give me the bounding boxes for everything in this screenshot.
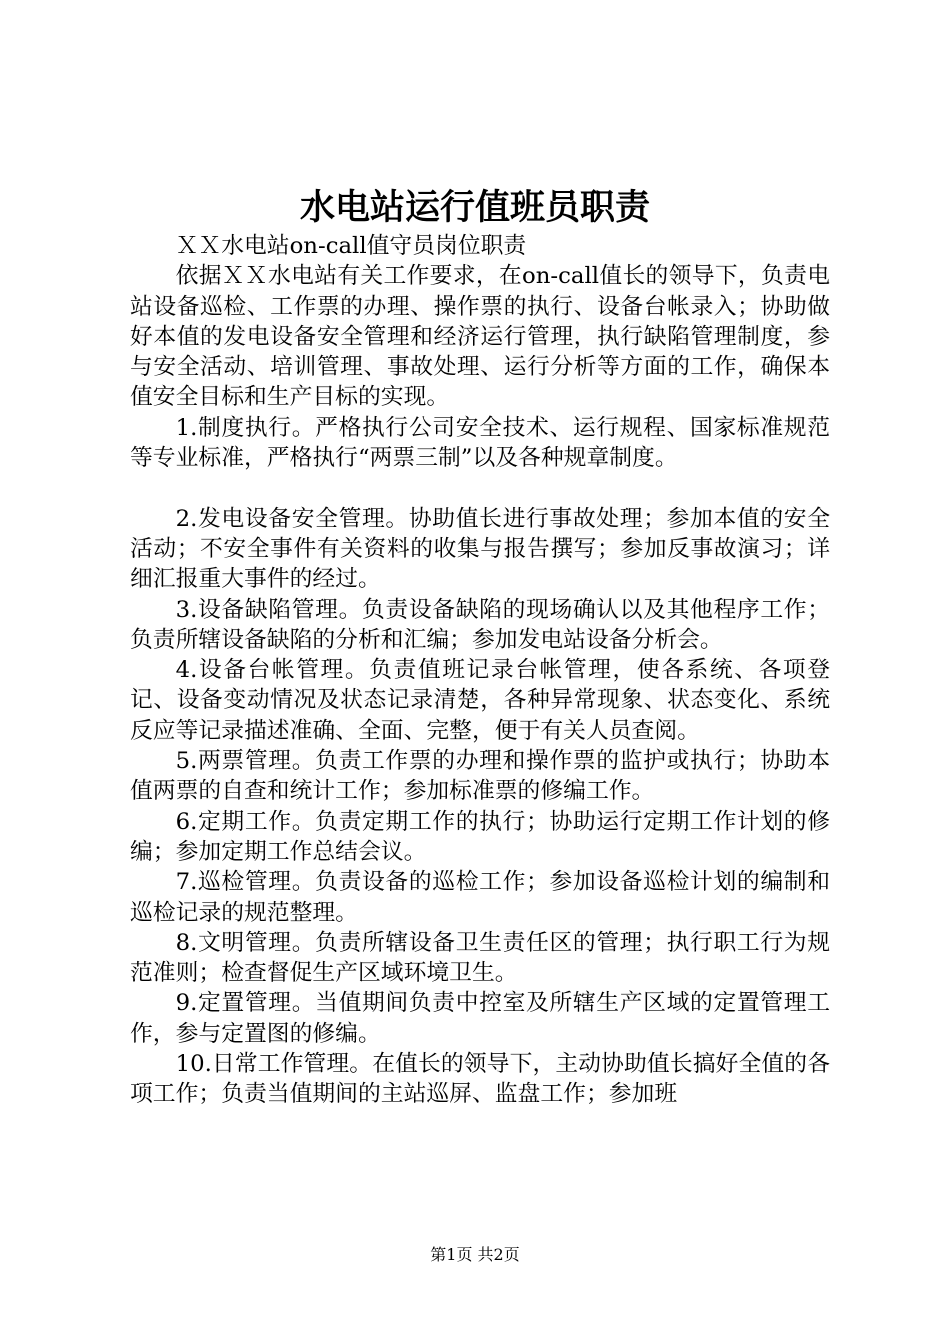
paragraph-item-1: 1.制度执行。严格执行公司安全技术、运行规程、国家标准规范等专业标准，严格执行“两票三制”以及各种规章制度。 (130, 414, 830, 472)
document-subtitle: ＸＸ水电站on-call值守员岗位职责 (175, 233, 527, 259)
paragraph-item-2: 2.发电设备安全管理。协助值长进行事故处理；参加本值的安全活动；不安全事件有关资料的收集与报告撰写；参加反事故演习；详细汇报重大事件的经过。 (130, 505, 830, 593)
paragraph-item-9: 9.定置管理。当值期间负责中控室及所辖生产区域的定置管理工作，参与定置图的修编。 (130, 990, 830, 1047)
paragraph-item-5: 5.两票管理。负责工作票的办理和操作票的监护或执行；协助本值两票的自查和统计工作；参加标准票的修编工作。 (130, 748, 830, 805)
paragraph-item-3: 3.设备缺陷管理。负责设备缺陷的现场确认以及其他程序工作；负责所辖设备缺陷的分析和汇编；参加发电站设备分析会。 (130, 596, 830, 653)
paragraph-item-6: 6.定期工作。负责定期工作的执行；协助运行定期工作计划的修编；参加定期工作总结会议。 (130, 808, 830, 865)
document-body (130, 231, 830, 1110)
paragraph-item-8: 8.文明管理。负责所辖设备卫生责任区的管理；执行职工行为规范准则；检查督促生产区域环境卫生。 (130, 929, 830, 987)
paragraph-item-4: 4.设备台帐管理。负责值班记录台帐管理，使各系统、各项登记、设备变动情况及状态记录清楚，各种异常现象、状态变化、系统反应等记录描述准确、全面、完整，便于有关人员查阅。 (130, 657, 830, 744)
page-title: 水电站运行值班员职责 (299, 188, 650, 228)
paragraph-item-10: 10.日常工作管理。在值长的领导下，主动协助值长搞好全值的各项工作；负责当值期间的主站巡屏、监盘工作；参加班 (130, 1051, 830, 1108)
paragraph-intro: 依据ＸＸ水电站有关工作要求，在on-call值长的领导下，负责电站设备巡检、工作票的办理、操作票的执行、设备台帐录入；协助做好本值的发电设备安全管理和经济运行管理，执行缺陷管理制度，参与安全活动、培训管理、事故处理、运行分析等方面的工作，确保本值安全目标和生产目标的实现。 (130, 263, 830, 411)
paragraph-item-7: 7.巡检管理。负责设备的巡检工作；参加设备巡检计划的编制和巡检记录的规范整理。 (130, 869, 830, 926)
page-number: 第1页 共2页 (430, 1245, 520, 1264)
